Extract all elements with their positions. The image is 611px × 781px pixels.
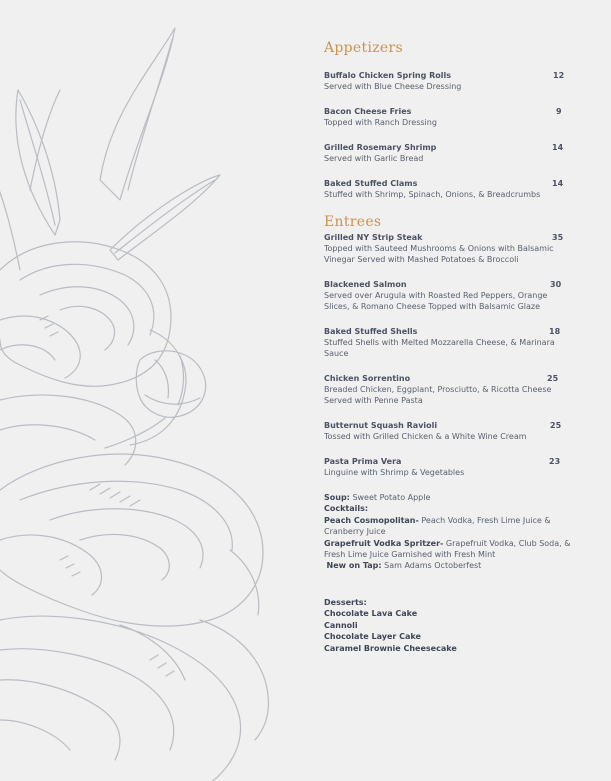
soup-label: Soup: [324, 493, 350, 502]
item-name: Grilled Rosemary Shrimp [324, 143, 437, 152]
appetizers-list [324, 70, 574, 200]
desserts-heading: Desserts: [324, 597, 367, 607]
dessert-item: Chocolate Lava Cake [324, 609, 418, 619]
menu-item [324, 178, 574, 200]
dessert-item: Chocolate Layer Cake [324, 632, 421, 642]
item-price: 23 [549, 457, 561, 466]
dessert-item: Caramel Brownie Cheesecake [324, 643, 457, 653]
appetizers-heading: Appetizers [324, 40, 403, 56]
dessert-item: Cannoli [324, 620, 358, 630]
cocktail-description: Grapefruit Vodka, Club Soda, & Fresh Lime Juice Garnished with Fresh Mint [324, 538, 571, 560]
item-name: Blackened Salmon [324, 280, 407, 289]
item-description: Stuffed with Shrimp, Spinach, Onions, & Breadcrumbs [324, 190, 541, 199]
item-price: 25 [547, 374, 559, 383]
item-price: 14 [552, 143, 564, 152]
floral-illustration [0, 20, 285, 781]
item-description: Topped with Ranch Dressing [324, 118, 437, 127]
menu-item [324, 420, 574, 442]
cocktails-label: Cocktails: [324, 504, 369, 514]
item-price: 30 [550, 280, 562, 289]
item-description: Linguine with Shrimp & Vegetables [324, 468, 465, 477]
item-price: 25 [550, 421, 562, 430]
menu-item [324, 456, 574, 478]
menu-item [324, 70, 574, 92]
tap-value: Sam Adams Octoberfest [384, 561, 482, 571]
specials-block [324, 492, 574, 572]
entrees-heading: Entrees [324, 214, 382, 230]
menu-item [324, 232, 574, 265]
entrees-list [324, 232, 574, 478]
cocktail-line [324, 515, 574, 538]
desserts-block [324, 597, 574, 655]
cocktail-description: Peach Vodka, Fresh Lime Juice & Cranberry Juice [324, 515, 551, 537]
item-price: 9 [556, 107, 562, 116]
menu-item [324, 279, 574, 312]
item-name: Chicken Sorrentino [324, 374, 411, 383]
tap-line [324, 560, 574, 571]
cocktail-name: Peach Cosmopolitan- [324, 515, 419, 525]
item-description: Served over Arugula with Roasted Red Peppers, Orange Slices, & Romano Cheese Topped with Balsamic Glaze [324, 291, 548, 311]
item-price: 18 [549, 327, 561, 336]
menu-item [324, 106, 574, 128]
item-description: Topped with Sauteed Mushrooms & Onions with Balsamic Vinegar Served with Mashed Potatoes & Broccoli [324, 244, 554, 264]
item-name: Baked Stuffed Shells [324, 327, 418, 336]
item-description: Stuffed Shells with Melted Mozzarella Cheese, & Marinara Sauce [324, 338, 555, 358]
menu-item [324, 326, 574, 359]
item-name: Grilled NY Strip Steak [324, 233, 423, 242]
item-price: 35 [552, 233, 564, 242]
cocktail-line [324, 538, 574, 561]
entrees-section [324, 214, 574, 478]
item-description: Tossed with Grilled Chicken & a White Wine Cream [324, 432, 527, 441]
soup-line [324, 492, 574, 503]
item-description: Breaded Chicken, Eggplant, Prosciutto, & Ricotta Cheese Served with Penne Pasta [324, 385, 552, 405]
cocktail-name: Grapefruit Vodka Spritzer- [324, 538, 444, 548]
soup-value: Sweet Potato Apple [352, 493, 431, 502]
menu-content [324, 40, 574, 654]
menu-item [324, 142, 574, 164]
tap-label: New on Tap: [326, 561, 382, 571]
item-name: Baked Stuffed Clams [324, 179, 418, 188]
item-name: Pasta Prima Vera [324, 457, 402, 466]
item-price: 14 [552, 179, 564, 188]
menu-item [324, 373, 574, 406]
cocktails-heading [324, 503, 574, 514]
item-description: Served with Blue Cheese Dressing [324, 82, 462, 91]
item-price: 12 [553, 71, 565, 80]
item-name: Buffalo Chicken Spring Rolls [324, 71, 452, 80]
item-name: Bacon Cheese Fries [324, 107, 412, 116]
item-name: Butternut Squash Ravioli [324, 421, 438, 430]
item-description: Served with Garlic Bread [324, 154, 424, 163]
